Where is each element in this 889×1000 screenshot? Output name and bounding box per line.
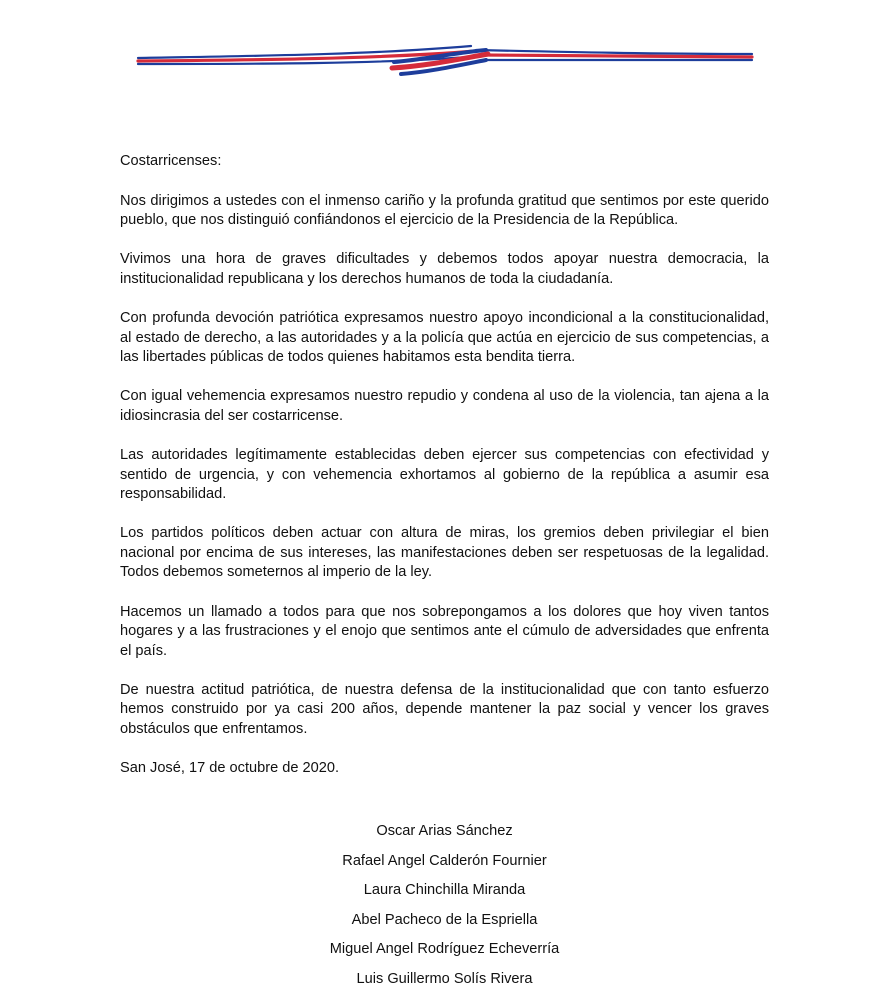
paragraph: Nos dirigimos a ustedes con el inmenso cariño y la profunda gratitud que sentimos por este querido pueblo, que nos distinguió confiándonos el ejercicio de la Presidencia de la República. (120, 192, 769, 229)
dateline: San José, 17 de octubre de 2020. (120, 760, 340, 777)
paragraph: Vivimos una hora de graves dificultades y debemos todos apoyar nuestra democracia, la institucionalidad republicana y los derechos humanos de toda la ciudadanía. (120, 251, 769, 287)
signatory-name: Miguel Angel Rodríguez Echeverría (329, 941, 560, 958)
letter-body (120, 152, 769, 779)
paragraph: Con igual vehemencia expresamos nuestro repudio y condena al uso de la violencia, tan ajena a la idiosincrasia del ser costarricense. (120, 388, 769, 424)
flag-ribbon-emblem (136, 40, 754, 80)
paragraph: Hacemos un llamado a todos para que nos sobrepongamos a los dolores que hoy viven tantos hogares y a las frustraciones y el enojo que sentimos ante el cúmulo de adversidades que enfrenta el país. (120, 603, 769, 659)
ribbon-blue-top-right (476, 50, 752, 54)
ribbon-red-right (481, 55, 752, 57)
paragraph: Los partidos políticos deben actuar con altura de miras, los gremios deben privilegiar el bien nacional por encima de sus intereses, las manifestaciones deben ser respetuosas de la legalidad. Todos debemos someternos al imperio de la ley. (120, 525, 769, 581)
signatory-name: Laura Chinchilla Miranda (363, 882, 526, 899)
signatory-name: Rafael Angel Calderón Fournier (342, 852, 547, 869)
paragraph: De nuestra actitud patriótica, de nuestra defensa de la institucionalidad que con tanto esfuerzo hemos construido por ya casi 200 años, depende mantener la paz social y vencer los graves obstáculos que enfrentamos. (120, 681, 769, 737)
paragraph: Con profunda devoción patriótica expresamos nuestro apoyo incondicional a la constitucionalidad, al estado de derecho, a las autoridades y a la policía que actúa en ejercicio de sus competencias, a las libertades públicas de todos quienes habitamos esta bendita tierra. (120, 309, 769, 366)
signatory-name: Luis Guillermo Solís Rivera (356, 970, 533, 987)
signatory-name: Oscar Arias Sánchez (376, 823, 513, 839)
paragraph: Las autoridades legítimamente establecidas deben ejercer sus competencias con efectividad y sentido de urgencia, y con vehemencia exhortamos al gobierno de la república a asumir esa responsabilidad. (120, 446, 769, 503)
signatory-name: Abel Pacheco de la Espriella (351, 911, 538, 928)
salutation: Costarricenses: (120, 153, 222, 169)
signatories-list (120, 822, 769, 1000)
